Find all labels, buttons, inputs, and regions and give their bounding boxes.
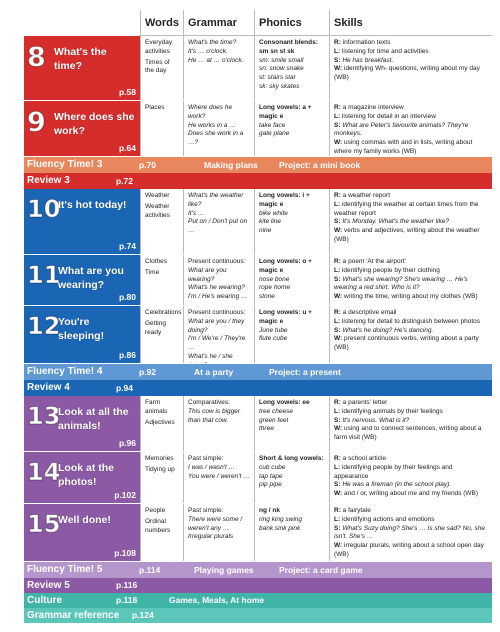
skills-item (334, 507, 488, 516)
skills-key: L: (334, 47, 342, 55)
phonics-words: gate plane (259, 130, 290, 138)
skills-text: writing the time, writing about my clothes (WB) (344, 293, 478, 301)
grammar-item: Does she work in a …? (188, 130, 244, 147)
skills-key: L: (334, 407, 342, 415)
unit-label[interactable] (24, 306, 140, 363)
skills-item (334, 104, 488, 113)
unit-skills (329, 504, 492, 561)
unit-words (140, 306, 183, 363)
skills-text: a poem 'At the airport' (342, 258, 406, 265)
skills-key: R: (334, 39, 343, 46)
phonics-words: sn: snow snake (259, 65, 304, 73)
words-item: Time (145, 268, 160, 276)
band-a: Playing games (194, 565, 254, 575)
skills-text: a parents' letter (342, 399, 388, 406)
skills-item (334, 218, 488, 227)
skills-item (334, 39, 488, 48)
grammar-item: What's the time? (188, 39, 237, 46)
words-item: Memories (145, 455, 174, 462)
unit-page: p.96 (118, 438, 136, 448)
skills-item (334, 525, 488, 543)
grammar-item: Irregular plurals (188, 533, 234, 541)
unit-title: Look at the photos! (58, 462, 115, 488)
unit-skills (329, 452, 492, 503)
skills-item (334, 542, 488, 560)
unit-grammar (183, 396, 254, 451)
skills-text: He was a fireman (in the school play). (342, 481, 452, 489)
band-culture[interactable] (24, 593, 492, 608)
grammar-item: Present continuous: (188, 309, 246, 316)
unit-phonics (254, 189, 329, 254)
skills-item (334, 122, 488, 140)
skills-key: W: (334, 139, 344, 147)
skills-item (334, 399, 488, 408)
words-item: Ordinal numbers (145, 517, 171, 534)
words-item: Adjectives (145, 418, 175, 426)
grammar-item: Present continuous: (188, 258, 246, 265)
skills-item (334, 65, 488, 83)
skills-text: using commas with and in lists, writing about where my family works (WB) (334, 139, 473, 155)
skills-key: W: (334, 335, 344, 343)
skills-item (334, 276, 488, 294)
unit-skills (329, 101, 492, 156)
phonics-heading: Long vowels: o + magic e (259, 258, 312, 274)
unit-words (140, 101, 183, 156)
unit-words (140, 189, 183, 254)
skills-item (334, 516, 488, 525)
band-label: Review 4 (27, 382, 70, 393)
band-label: Fluency Time! 5 (27, 564, 103, 575)
unit-words (140, 504, 183, 561)
unit-words (140, 396, 183, 451)
unit-row-11[interactable] (24, 255, 492, 306)
skills-item (334, 139, 488, 156)
skills-text: What's Suzy doing? She's … Is she sad? No, she isn't. She's … (334, 524, 485, 541)
grammar-item: He works in a … (188, 121, 236, 129)
skills-key: R: (334, 455, 343, 462)
unit-grammar (183, 189, 254, 254)
band-a: Games, Meals, At home (169, 595, 265, 605)
unit-skills (329, 36, 492, 100)
band-page: p.116 (116, 580, 138, 590)
unit-page: p.108 (114, 548, 136, 558)
unit-label[interactable] (24, 504, 140, 561)
skills-item (334, 464, 488, 482)
skills-key: R: (334, 104, 343, 111)
unit-page: p.86 (118, 350, 136, 360)
skills-text: a fairytale (342, 507, 371, 514)
skills-text: using and to connect sentences, writing about a farm visit (WB) (334, 425, 482, 442)
unit-row-10[interactable] (24, 189, 492, 255)
skills-key: S: (334, 218, 343, 226)
unit-page: p.102 (114, 490, 136, 500)
unit-label[interactable] (24, 396, 140, 451)
unit-grammar (183, 101, 254, 156)
band-label: Grammar reference (27, 610, 120, 621)
skills-item (334, 318, 488, 327)
skills-item (334, 417, 488, 426)
header-phonics: Phonics (254, 10, 329, 36)
grammar-item: I was / wasn't … (188, 463, 236, 471)
words-item: Everyday activities (145, 39, 173, 55)
unit-phonics (254, 255, 329, 305)
skills-key: R: (334, 258, 343, 265)
skills-item (334, 490, 488, 499)
band-page: p.94 (116, 383, 134, 393)
unit-phonics (254, 504, 329, 561)
words-item: Weather (145, 192, 170, 199)
skills-key: W: (334, 490, 344, 498)
unit-title: It's hot today! (58, 199, 127, 211)
unit-title: What are you wearing? (58, 265, 124, 291)
grammar-item: What are you / they doing? (188, 317, 245, 334)
phonics-heading: Long vowels: ee (259, 399, 310, 406)
skills-key: S: (334, 275, 343, 283)
skills-item (334, 48, 488, 57)
skills-key: S: (334, 481, 343, 489)
header-skills: Skills (329, 10, 492, 36)
unit-number: 11 (27, 261, 61, 289)
skills-key: L: (334, 200, 342, 208)
band-a: Making plans (204, 160, 258, 170)
phonics-words: bike white (259, 209, 288, 217)
grammar-item: Comparatives: (188, 399, 230, 406)
skills-text: listening for time and activities (341, 47, 429, 55)
skills-key: W: (334, 227, 344, 235)
band-page: p.118 (116, 595, 138, 605)
unit-label[interactable] (24, 101, 140, 156)
unit-skills (329, 255, 492, 305)
skills-text: identifying people by their feelings and appearance (334, 463, 453, 480)
skills-text: a magazine interview (342, 104, 404, 111)
band-b: Project: a present (269, 367, 341, 377)
skills-item (334, 455, 488, 464)
words-item: Tidying up (145, 465, 175, 473)
phonics-words: take face (259, 121, 286, 129)
unit-label[interactable] (24, 452, 140, 503)
unit-grammar (183, 255, 254, 305)
grammar-item: It's … o'clock. (188, 47, 228, 55)
skills-item (334, 227, 488, 245)
unit-skills (329, 396, 492, 451)
phonics-heading: Short & long vowels: (259, 455, 324, 462)
band-b: Project: a mini book (279, 160, 361, 170)
unit-row-12[interactable] (24, 306, 492, 364)
unit-row-9[interactable] (24, 101, 492, 157)
unit-skills (329, 189, 492, 254)
skills-item (334, 258, 488, 267)
grammar-item: What's he wearing? (188, 284, 245, 292)
band-page: p.72 (116, 176, 134, 186)
skills-item (334, 408, 488, 417)
skills-item (334, 201, 488, 219)
band-a: At a party (194, 367, 234, 377)
unit-page: p.74 (118, 241, 136, 251)
band-rev4[interactable] (24, 380, 492, 396)
unit-title: You're sleeping! (58, 316, 105, 342)
unit-title: Where does she work? (54, 111, 135, 137)
unit-number: 13 (27, 402, 61, 430)
unit-skills (329, 306, 492, 363)
band-ft3[interactable] (24, 157, 492, 173)
grammar-item: Past simple: (188, 455, 224, 462)
phonics-words: ring king swing (259, 515, 302, 523)
unit-row-15[interactable] (24, 504, 492, 562)
grammar-item: I'm / He's wearing … (188, 293, 248, 301)
phonics-words: bank sink pink (259, 524, 301, 532)
skills-text: and / or, writing about me and my friends (WB) (344, 490, 479, 498)
header-grammar: Grammar (183, 10, 254, 36)
unit-row-8[interactable] (24, 36, 492, 101)
skills-key: R: (334, 399, 343, 406)
band-label: Review 5 (27, 580, 70, 591)
grammar-item: He … at … o'clock. (188, 56, 244, 64)
unit-row-13[interactable] (24, 396, 492, 452)
skills-key: L: (334, 317, 342, 325)
skills-item (334, 57, 488, 66)
unit-page: p.58 (118, 87, 136, 97)
skills-text: identifying Wh- questions, writing about my day (WB) (334, 65, 480, 82)
phonics-words: sk: sky skates (259, 82, 300, 90)
skills-item (334, 425, 488, 443)
band-label: Fluency Time! 4 (27, 366, 103, 377)
unit-number: 8 (27, 42, 46, 73)
skills-text: identifying the weather at certain times from the weather report (334, 200, 479, 217)
skills-key: W: (334, 65, 344, 73)
phonics-words: pip pipe (259, 481, 282, 489)
unit-number: 12 (27, 312, 61, 340)
unit-number: 14 (27, 458, 61, 486)
words-item: Weather activities (145, 202, 170, 219)
band-label: Review 3 (27, 175, 70, 186)
skills-item (334, 192, 488, 201)
unit-words (140, 36, 183, 100)
phonics-words: kite line (259, 218, 282, 226)
phonics-words: st: stairs star (259, 74, 296, 82)
band-page: p.124 (132, 610, 154, 620)
unit-number: 9 (27, 107, 46, 138)
unit-grammar (183, 504, 254, 561)
band-page: p.92 (139, 367, 157, 377)
band-page: p.70 (139, 160, 157, 170)
phonics-words: stone (259, 293, 275, 301)
skills-text: present continuous verbs, writing about a party (WB) (334, 335, 479, 352)
skills-text: irregular plurals, writing about a school open day (WB) (334, 542, 484, 558)
skills-key: R: (334, 192, 343, 199)
words-item: Farm animals (145, 399, 168, 415)
phonics-words: flute cube (259, 335, 288, 343)
grammar-item: This cow is bigger than that cow. (188, 407, 241, 424)
grammar-item: What's the weather like? (188, 192, 244, 208)
unit-row-14[interactable] (24, 452, 492, 504)
skills-text: What's she wearing? She's wearing … He's wearing a red shirt. Who is it? (334, 275, 468, 292)
unit-phonics (254, 306, 329, 363)
unit-label[interactable] (24, 36, 140, 100)
band-gram[interactable] (24, 608, 492, 623)
unit-phonics (254, 36, 329, 100)
skills-text: a weather report (342, 192, 391, 199)
unit-page: p.80 (118, 292, 136, 302)
unit-number: 15 (27, 510, 61, 538)
skills-text: What are Peter's favourite animals? They're monkeys. (334, 121, 469, 138)
phonics-words: three (259, 425, 274, 433)
grammar-item: What are you wearing? (188, 266, 227, 283)
skills-key: L: (334, 515, 342, 523)
words-item: Times of the day (145, 58, 170, 75)
skills-text: It's nervous. What is it? (342, 416, 410, 424)
unit-number: 10 (27, 195, 61, 223)
grammar-item: What's he / she (188, 352, 233, 360)
skills-key: S: (334, 416, 343, 424)
band-page: p.114 (139, 565, 161, 575)
skills-text: identifying actions and emotions (341, 515, 435, 523)
phonics-heading: Long vowels: a + magic e (259, 104, 312, 120)
skills-key: S: (334, 121, 343, 129)
unit-words (140, 452, 183, 503)
grammar-item: You were / weren't … (188, 472, 250, 480)
phonics-words: rope home (259, 284, 291, 292)
skills-key: R: (334, 507, 343, 514)
skills-text: It's Monday. What's the weather like? (342, 218, 450, 226)
phonics-words: sm: smile small (259, 56, 304, 64)
phonics-words: nose bone (259, 275, 290, 283)
words-item: Clothes (145, 258, 168, 265)
band-ft4[interactable] (24, 364, 492, 380)
skills-item (334, 113, 488, 122)
unit-page: p.64 (118, 143, 136, 153)
words-item: Celebrations (145, 309, 182, 316)
skills-item (334, 309, 488, 318)
skills-key: S: (334, 524, 343, 532)
skills-key: S: (334, 326, 343, 334)
unit-phonics (254, 101, 329, 156)
skills-text: listening for detail to distinguish between photos (341, 317, 480, 325)
skills-key: S: (334, 56, 343, 64)
band-label: Culture (27, 595, 62, 606)
words-item: Places (145, 104, 165, 111)
unit-grammar (183, 36, 254, 100)
skills-key: L: (334, 266, 342, 274)
phonics-words: nine (259, 227, 272, 235)
skills-key: L: (334, 463, 342, 471)
grammar-item: I'm / We're / They're … (188, 335, 246, 352)
unit-title: Look at all the animals! (58, 406, 129, 432)
phonics-words: tap tape (259, 472, 283, 480)
unit-label[interactable] (24, 255, 140, 305)
words-item: People (145, 507, 166, 514)
grammar-item: Past simple: (188, 507, 224, 514)
words-item: Getting ready (145, 319, 166, 336)
band-b: Project: a card game (279, 565, 363, 575)
skills-text: a school article (342, 455, 387, 462)
grammar-item: Where does he work? (188, 104, 233, 120)
unit-title: Well done! (58, 514, 111, 526)
band-rev5[interactable] (24, 578, 492, 593)
grammar-item: It's … (188, 209, 205, 217)
band-ft5[interactable] (24, 562, 492, 578)
unit-title: What's the time? (54, 46, 107, 72)
skills-key: R: (334, 309, 343, 316)
phonics-heading: Consonant blends: sm sn st sk (259, 39, 318, 55)
phonics-heading: ng / nk (259, 507, 280, 514)
skills-text: identifying animals by their feelings (341, 407, 443, 415)
skills-text: verbs and adjectives, writing about the weather (WB) (334, 227, 480, 243)
grammar-item: Put on / Don't put on … (188, 218, 248, 235)
skills-item (334, 293, 488, 302)
skills-text: listening for detail in an interview (341, 112, 436, 120)
skills-key: L: (334, 112, 342, 120)
skills-item (334, 327, 488, 336)
phonics-heading: Long vowels: i + magic e (259, 192, 310, 208)
phonics-heading: Long vowels: u + magic e (259, 309, 312, 325)
unit-phonics (254, 452, 329, 503)
unit-grammar (183, 452, 254, 503)
skills-item (334, 481, 488, 490)
phonics-words: green feet (259, 416, 289, 424)
unit-grammar (183, 306, 254, 363)
skills-text: identifying people by their clothing (341, 266, 440, 274)
skills-key: W: (334, 425, 344, 433)
skills-item (334, 267, 488, 276)
phonics-words: tree cheese (259, 407, 293, 415)
phonics-words: June tube (259, 326, 288, 334)
skills-item (334, 335, 488, 353)
skills-text: What's he doing? He's dancing. (342, 326, 434, 334)
skills-text: information texts (342, 39, 391, 46)
phonics-words: cub cube (259, 463, 286, 471)
unit-label[interactable] (24, 189, 140, 254)
header-words: Words (140, 10, 183, 36)
unit-phonics (254, 396, 329, 451)
band-label: Fluency Time! 3 (27, 159, 103, 170)
band-rev3[interactable] (24, 173, 492, 189)
skills-key: W: (334, 542, 344, 550)
unit-words (140, 255, 183, 305)
skills-key: W: (334, 293, 344, 301)
skills-text: a descriptive email (342, 309, 397, 316)
skills-text: He has breakfast. (342, 56, 394, 64)
grammar-item: There were some / weren't any … (188, 515, 243, 532)
